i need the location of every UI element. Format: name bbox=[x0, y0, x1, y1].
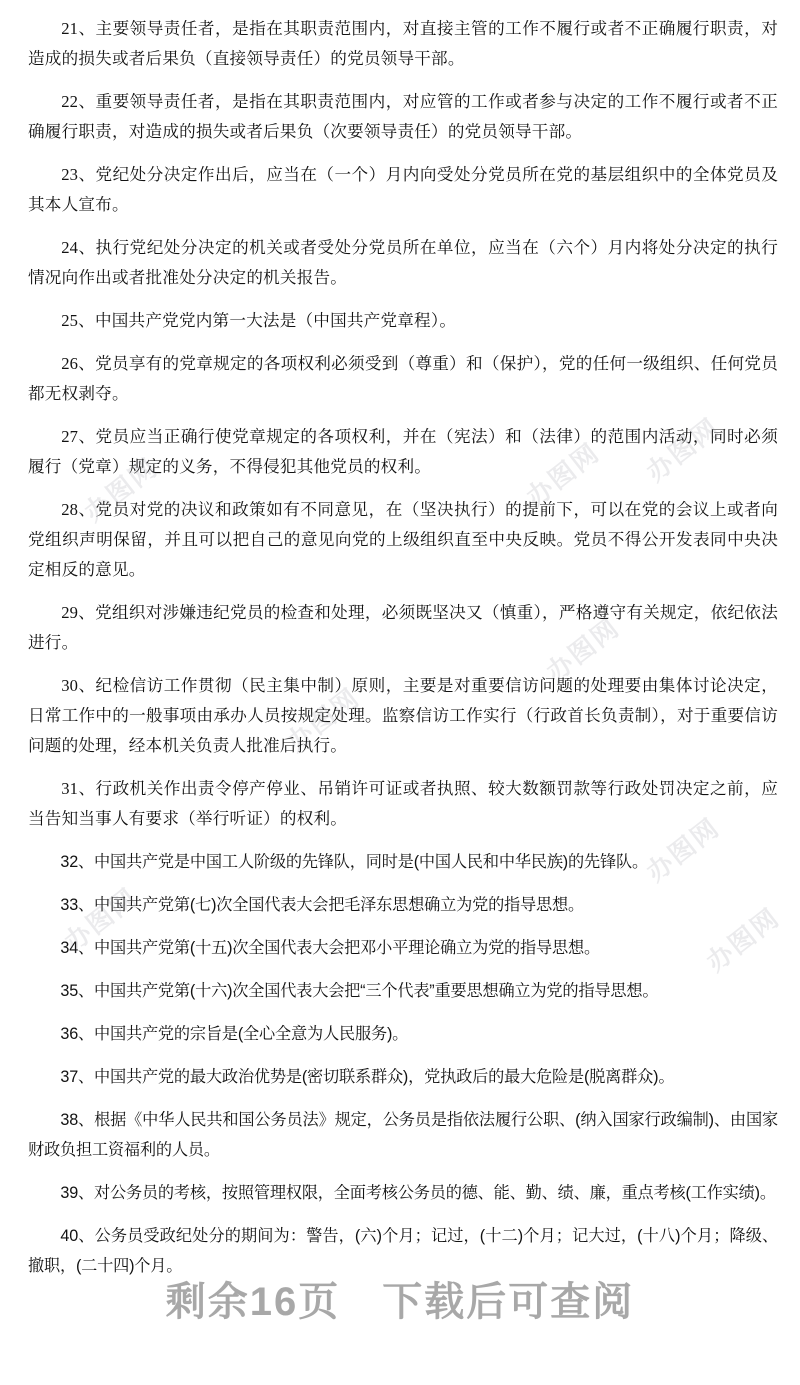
paragraph-item-25: 25、中国共产党党内第一大法是（中国共产党章程）。 bbox=[61, 311, 457, 330]
paragraph-item-27: 27、党员应当正确行使党章规定的各项权利，并在（宪法）和（法律）的范围内活动，同时必须履行（党章）规定的义务，不得侵犯其他党员的权利。 bbox=[28, 427, 778, 476]
paragraph-item-36: 36、中国共产党的宗旨是(全心全意为人民服务)。 bbox=[60, 1025, 409, 1043]
watermark-6: 办图网 bbox=[641, 812, 726, 888]
paragraph-item-32: 32、中国共产党是中国工人阶级的先锋队，同时是(中国人民和中华民族)的先锋队。 bbox=[60, 853, 648, 871]
document-body bbox=[28, 14, 778, 1281]
watermark-4: 办图网 bbox=[281, 682, 366, 758]
paragraph-item-21: 21、主要领导责任者，是指在其职责范围内，对直接主管的工作不履行或者不正确履行职责，对造成的损失或者后果负（直接领导责任）的党员领导干部。 bbox=[28, 19, 778, 68]
paragraph-item-40: 40、公务员受政纪处分的期间为：警告，(六)个月；记过，(十二)个月；记大过，(十八)个月；降级、撤职，(二十四)个月。 bbox=[28, 1227, 778, 1275]
paragraph-item-22: 22、重要领导责任者，是指在其职责范围内，对应管的工作或者参与决定的工作不履行或者不正确履行职责，对造成的损失或者后果负（次要领导责任）的党员领导干部。 bbox=[28, 92, 778, 141]
paragraph-item-26: 26、党员享有的党章规定的各项权利必须受到（尊重）和（保护），党的任何一级组织、任何党员都无权剥夺。 bbox=[28, 354, 778, 403]
paragraph-item-24: 24、执行党纪处分决定的机关或者受处分党员所在单位，应当在（六个）月内将处分决定的执行情况向作出或者批准处分决定的机关报告。 bbox=[28, 238, 778, 287]
watermark-2: 办图网 bbox=[641, 412, 726, 488]
watermark-1: 办图网 bbox=[521, 437, 606, 513]
remaining-pages-banner[interactable]: 剩余16页 下载后可查阅 bbox=[165, 1280, 635, 1324]
watermark-0: 办图网 bbox=[79, 452, 164, 528]
paragraph-item-29: 29、党组织对涉嫌违纪党员的检查和处理，必须既坚决又（慎重），严格遵守有关规定，依纪依法进行。 bbox=[28, 603, 778, 652]
watermark-5: 办图网 bbox=[59, 882, 144, 958]
paragraph-item-35: 35、中国共产党第(十六)次全国代表大会把“三个代表”重要思想确立为党的指导思想。 bbox=[60, 982, 659, 1000]
paragraph-item-30: 30、纪检信访工作贯彻（民主集中制）原则，主要是对重要信访问题的处理要由集体讨论决定，日常工作中的一般事项由承办人员按规定处理。监察信访工作实行（行政首长负责制），对于重要信访问题的处理，经本机关负责人批准后执行。 bbox=[28, 676, 778, 755]
paragraph-item-23: 23、党纪处分决定作出后，应当在（一个）月内向受处分党员所在党的基层组织中的全体党员及其本人宣布。 bbox=[28, 165, 778, 214]
paragraph-item-28: 28、党员对党的决议和政策如有不同意见，在（坚决执行）的提前下，可以在党的会议上或者向党组织声明保留，并且可以把自己的意见向党的上级组织直至中央反映。党员不得公开发表同中央决定相反的意见。 bbox=[28, 500, 778, 579]
paragraph-item-33: 33、中国共产党第(七)次全国代表大会把毛泽东思想确立为党的指导思想。 bbox=[60, 896, 584, 914]
paragraph-item-39: 39、对公务员的考核，按照管理权限，全面考核公务员的德、能、勤、绩、廉，重点考核(工作实绩)。 bbox=[60, 1184, 776, 1202]
watermark-7: 办图网 bbox=[701, 902, 786, 978]
paragraph-item-37: 37、中国共产党的最大政治优势是(密切联系群众)，党执政后的最大危险是(脱离群众)。 bbox=[60, 1068, 675, 1086]
paragraph-item-34: 34、中国共产党第(十五)次全国代表大会把邓小平理论确立为党的指导思想。 bbox=[60, 939, 600, 957]
watermark-3: 办图网 bbox=[541, 612, 626, 688]
paragraph-item-31: 31、行政机关作出责令停产停业、吊销许可证或者执照、较大数额罚款等行政处罚决定之前，应当告知当事人有要求（举行听证）的权利。 bbox=[28, 779, 778, 828]
paragraph-item-38: 38、根据《中华人民共和国公务员法》规定，公务员是指依法履行公职、(纳入国家行政编制)、由国家财政负担工资福利的人员。 bbox=[28, 1111, 778, 1159]
